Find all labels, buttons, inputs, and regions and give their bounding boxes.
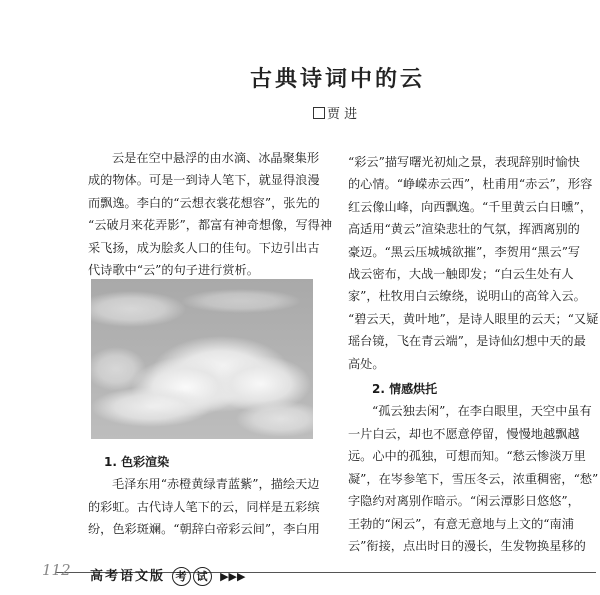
text-line: 的彩虹。古代诗人笔下的云，同样是五彩缤: [88, 499, 320, 514]
paragraph-colors-continued: [348, 151, 599, 375]
text-line: 王勃的“闲云”，有意无意地与上文的“南浦: [348, 516, 574, 531]
text-line: “云破月来花弄影”，都富有神奇想像，写得神: [88, 218, 333, 233]
text-line: “碧云天，黄叶地”，是诗人眼里的云天；“又疑: [348, 311, 599, 326]
text-line: “孤云独去闲”，在李白眼里，天空中虽有: [372, 404, 592, 419]
section-heading: 2. 情感烘托: [372, 382, 438, 397]
paragraph-emotion: [348, 400, 599, 557]
footer-label: [90, 565, 245, 586]
text-line: 云”衔接，点出时日的漫长，生发物换星移的: [348, 538, 586, 553]
text-line: 红云像山峰，向西飘逸。“千里黄云白日曛”，: [348, 199, 593, 214]
text-line: 瑶台镜，飞在青云端”，是诗仙幻想中天的最: [348, 334, 586, 349]
text-line: 凝”，在岑参笔下，雪压冬云，浓重稠密，“愁”: [348, 471, 599, 486]
text-line: 字隐约对离别作暗示。“闲云潭影日悠悠”，: [348, 494, 580, 509]
article-title: 古典诗词中的云: [250, 67, 426, 92]
text-line: 代诗歌中“云”的句子进行赏析。: [88, 263, 259, 278]
square-icon: [313, 107, 325, 119]
text-line: 高适用“黄云”渲染悲壮的气氛，挥洒离别的: [348, 222, 580, 237]
left-column-bottom: [88, 451, 326, 541]
author-name: 贾 进: [327, 107, 358, 122]
cloud-image: [91, 279, 313, 439]
badge-kao: 考: [172, 567, 191, 586]
text-line: 纷，色彩斑斓。“朝辞白帝彩云间”，李白用: [88, 522, 320, 537]
magazine-name: 高考语文版: [90, 569, 166, 584]
paragraph-intro: [88, 147, 333, 281]
text-line: 一片白云，却也不愿意停留，慢慢地越飘越: [348, 426, 580, 441]
text-line: 远。心中的孤独，可想而知。“愁云惨淡万里: [348, 449, 586, 464]
text-line: 毛泽东用“赤橙黄绿青蓝紫”，描绘天边: [112, 477, 320, 492]
text-line: 战云密布，大战一触即发；“白云生处有人: [348, 267, 574, 282]
triple-arrow-icon: ▶▶▶: [220, 570, 246, 583]
text-line: “彩云”描写曙光初灿之景，表现辞别时愉快: [348, 155, 580, 169]
page-number: 112: [42, 561, 71, 579]
text-line: 采飞扬，成为脍炙人口的佳句。下边引出古: [88, 240, 320, 255]
badge-shi: 试: [193, 567, 212, 586]
text-line: 高处。: [348, 356, 385, 371]
left-column-top: [88, 147, 333, 281]
cloud-photo: [91, 279, 313, 439]
author-byline: [313, 103, 357, 122]
section-heading: 1. 色彩渲染: [104, 455, 170, 469]
text-line: 的心情。“峥嵘赤云西”，杜甫用“赤云”，形容: [348, 177, 593, 192]
right-column: [348, 151, 599, 557]
text-line: 云是在空中悬浮的由水滴、冰晶聚集形: [112, 151, 320, 165]
text-line: 而飘逸。李白的“云想衣裳花想容”，张先的: [88, 195, 320, 210]
text-line: 成的物体。可是一到诗人笔下，就显得浪漫: [88, 173, 320, 188]
text-line: 豪迈。“黑云压城城欲摧”，李贺用“黑云”写: [348, 244, 581, 259]
text-line: 家”，杜牧用白云缭绕，说明山的高耸入云。: [348, 289, 586, 304]
paragraph-color: [88, 473, 326, 540]
